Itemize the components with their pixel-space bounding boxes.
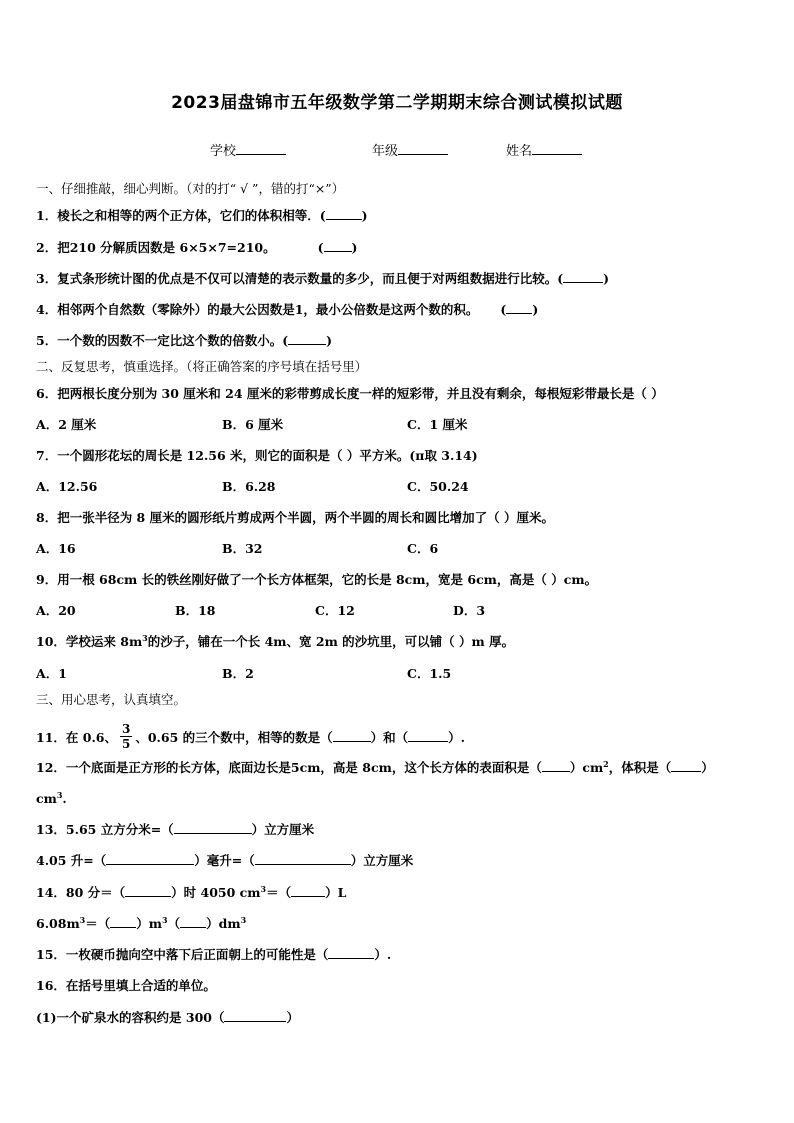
question-14a: 14．80 分＝（ ）时 4050 $cm^3=$（ ）L (36, 883, 347, 900)
school-label: 学校 (210, 144, 237, 159)
q7-option-a[interactable]: A．12.56 (36, 479, 98, 494)
q15-answer-blank[interactable] (328, 947, 374, 959)
grade-field (372, 140, 448, 159)
fraction-3-5: $\frac{3}{5}$ (122, 722, 131, 751)
q7-option-c[interactable]: C．50.24 (407, 479, 469, 494)
question-1: 1．棱长之和相等的两个正方体，它们的体积相等．( ) (36, 208, 368, 223)
q1-answer-blank[interactable] (326, 208, 362, 220)
question-5: 5．一个数的因数不一定比这个数的倍数小。( ) (36, 333, 333, 348)
q9-option-c[interactable]: C．12 (315, 603, 355, 618)
q14-blank-4[interactable] (180, 916, 206, 928)
q8-option-b[interactable]: B．32 (222, 541, 263, 556)
school-field (210, 140, 286, 159)
q10-option-b[interactable]: B．2 (222, 666, 254, 681)
q14-blank-2[interactable] (291, 885, 325, 897)
q13-blank-1[interactable] (174, 822, 252, 834)
question-13a: 13．5.65 立方分米=（ ）立方厘米 (36, 822, 315, 837)
q4-answer-blank[interactable] (506, 302, 532, 314)
q8-option-c[interactable]: C．6 (407, 541, 439, 556)
page-title: 2023届盘锦市五年级数学第二学期期末综合测试模拟试题 (171, 93, 623, 113)
name-field (506, 140, 582, 159)
question-11: 11．在 0.6、 $\frac{3}{5}$ 、0.65 的三个数中，相等的数是（ ）和（ ）. (36, 722, 466, 751)
q9-option-b[interactable]: B．18 (175, 603, 216, 618)
question-3: 3．复式条形统计图的优点是不仅可以清楚的表示数量的多少，而且便于对两组数据进行比较。( ) (36, 271, 610, 286)
question-9: 9．用一根 68cm 长的铁丝刚好做了一个长方体框架，它的长是 8cm，宽是 6cm，高是（ ）cm。 (36, 572, 598, 587)
q6-option-a[interactable]: A．2 厘米 (36, 417, 97, 432)
q14-blank-1[interactable] (125, 885, 171, 897)
section-1-heading: 一、仔细推敲，细心判断。（对的打“ √ ”，错的打“×”） (36, 181, 345, 196)
q9-option-d[interactable]: D．3 (453, 603, 486, 618)
q7-option-b[interactable]: B．6.28 (222, 479, 276, 494)
q6-option-b[interactable]: B．6 厘米 (222, 417, 284, 432)
question-16-sub1: (1)一个矿泉水的容积约是 300（ ） (36, 1010, 299, 1025)
question-16: 16．在括号里填上合适的单位。 (36, 978, 216, 993)
question-12: 12．一个底面是正方形的长方体，底面边长是5cm，高是 8cm，这个长方体的表面积是（ ）$cm^2$，体积是（ ） (36, 758, 714, 775)
section-2-heading: 二、反复思考，慎重选择。（将正确答案的序号填在括号里） (36, 359, 368, 374)
q12-surface-blank[interactable] (542, 760, 570, 772)
q6-option-c[interactable]: C．1 厘米 (407, 417, 468, 432)
grade-label: 年级 (372, 144, 399, 159)
question-2: 2．把210 分解质因数是 6×5×7=210。 ( ) (36, 240, 358, 255)
q10-option-c[interactable]: C．1.5 (407, 666, 452, 681)
q12-volume-blank[interactable] (671, 760, 701, 772)
question-12-cont: $cm^3$. (36, 789, 67, 806)
q5-answer-blank[interactable] (288, 333, 326, 345)
grade-blank[interactable] (398, 143, 448, 155)
question-6: 6．把两根长度分别为 30 厘米和 24 厘米的彩带剪成长度一样的短彩带，并且没有剩余，每根短彩带最长是（ ） (36, 386, 664, 401)
q11-blank-2[interactable] (408, 730, 448, 742)
q8-option-a[interactable]: A．16 (36, 541, 76, 556)
q10-option-a[interactable]: A．1 (36, 666, 67, 681)
question-14b: $6.08m^3=$（ ）$m^3$（ ）$dm^3$ (36, 914, 247, 931)
q11-blank-1[interactable] (333, 730, 371, 742)
question-13b: 4.05 升=（ ）毫升=（ ）立方厘米 (36, 853, 414, 868)
question-15: 15．一枚硬币抛向空中落下后正面朝上的可能性是（ ）. (36, 947, 392, 962)
q3-answer-blank[interactable] (563, 271, 603, 283)
question-7: 7．一个圆形花坛的周长是 12.56 米，则它的面积是（ ）平方米。(π取 3.14) (36, 448, 478, 463)
school-blank[interactable] (236, 143, 286, 155)
q2-answer-blank[interactable] (324, 240, 352, 252)
q16-sub1-blank[interactable] (224, 1010, 286, 1022)
question-4: 4．相邻两个自然数（零除外）的最大公因数是1，最小公倍数是这两个数的积。 ( ) (36, 302, 539, 317)
q13-blank-2[interactable] (106, 853, 194, 865)
question-10: 10．学校运来 $8m^3$的沙子，铺在一个长 4m、宽 2m 的沙坑里，可以铺（ ）m 厚。 (36, 632, 515, 649)
question-8: 8．把一张半径为 8 厘米的圆形纸片剪成两个半圆，两个半圆的周长和圆比增加了（ ）厘米。 (36, 510, 554, 525)
q13-blank-3[interactable] (255, 853, 351, 865)
q14-blank-3[interactable] (110, 916, 136, 928)
section-3-heading: 三、用心思考，认真填空。 (36, 692, 187, 707)
q9-option-a[interactable]: A．20 (36, 603, 76, 618)
name-blank[interactable] (532, 143, 582, 155)
name-label: 姓名 (506, 144, 533, 159)
